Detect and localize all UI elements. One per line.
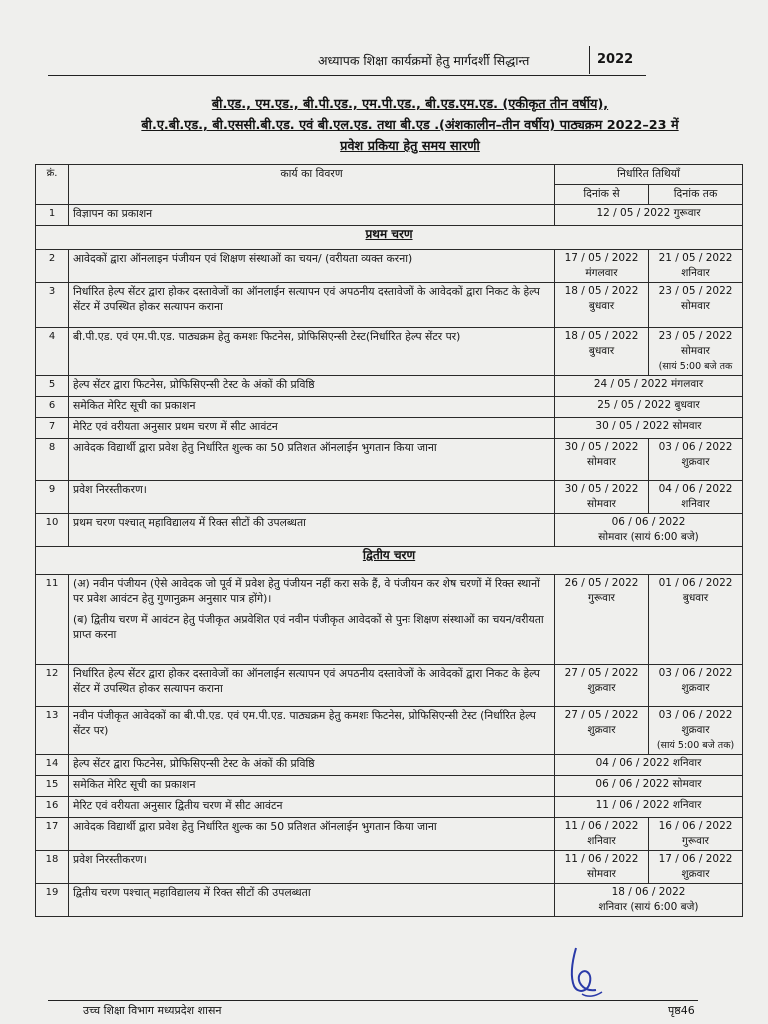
row-to-date: 01 / 06 / 2022 — [658, 577, 733, 589]
row-description-text: मेरिट एवं वरीयता अनुसार द्वितीय चरण में सीट आवंटन — [73, 799, 283, 812]
table-row — [36, 575, 743, 665]
row-date — [555, 397, 743, 418]
row-from-day: गुरूवार — [588, 592, 615, 604]
row-date-value: 30 / 05 / 2022 सोमवार — [595, 420, 702, 432]
phase-2-row — [36, 547, 743, 575]
table-row — [36, 418, 743, 439]
header-title: अध्यापक शिक्षा कार्यक्रमों हेतु मार्गदर्शी सिद्धान्त — [318, 53, 530, 68]
row-to-day: शुक्रवार — [681, 724, 710, 736]
row-description-text: विज्ञापन का प्रकाशन — [73, 207, 153, 220]
row-description — [69, 376, 555, 397]
row-description-text: द्वितीय चरण पश्चात् महाविद्यालय में रिक्त सीटों की उपलब्धता — [73, 886, 311, 899]
schedule-table — [35, 164, 743, 917]
row-from-date: 18 / 05 / 2022 — [564, 285, 639, 297]
row-to-date: 17 / 06 / 2022 — [658, 853, 733, 865]
row-date-from — [555, 707, 649, 755]
header-rule — [48, 75, 646, 76]
row-description — [69, 514, 555, 547]
row-date — [555, 776, 743, 797]
col-header-from: दिनांक से — [555, 185, 649, 205]
row-description — [69, 250, 555, 283]
row-from-date: 26 / 05 / 2022 — [564, 577, 639, 589]
col-header-desc: कार्य का विवरण — [69, 165, 555, 205]
row-description — [69, 575, 555, 665]
row-description — [69, 884, 555, 917]
footer-page-number: पृष्ठ46 — [668, 1004, 695, 1017]
row-from-date: 27 / 05 / 2022 — [564, 667, 639, 679]
row-serial: 13 — [36, 707, 69, 755]
row-from-day: शनिवार — [587, 835, 616, 847]
row-description — [69, 328, 555, 376]
row-serial: 4 — [36, 328, 69, 376]
row-date — [555, 205, 743, 226]
table-row — [36, 481, 743, 514]
row-description-text: बी.पी.एड. एवं एम.पी.एड. पाठ्यक्रम हेतु कमशः फिटनेस, प्रोफिसिएन्सी टेस्ट(निर्धारित हेल्प सेंटर पर) — [73, 330, 461, 343]
row-serial: 17 — [36, 818, 69, 851]
row-date-to — [649, 665, 743, 707]
row-description — [69, 818, 555, 851]
row-from-day: सोमवार — [587, 868, 616, 880]
row-from-date: 11 / 06 / 2022 — [564, 820, 639, 832]
row-date-to — [649, 439, 743, 481]
row-date-from — [555, 439, 649, 481]
row-description — [69, 851, 555, 884]
row-serial: 2 — [36, 250, 69, 283]
row-description-text: नवीन पंजीकृत आवेदकों का बी.पी.एड. एवं एम.पी.एड. पाठ्यक्रम हेतु कमशः फिटनेस, प्रोफिसिएन्सी टेस्ट (निर्धारित हेल्प सेंटर पर) — [73, 709, 536, 737]
row-description-text: हेल्प सेंटर द्वारा फिटनेस, प्रोफिसिएन्सी टेस्ट के अंकों की प्रविष्ठि — [73, 378, 315, 391]
row-date-from — [555, 818, 649, 851]
row-from-date: 17 / 05 / 2022 — [564, 252, 639, 264]
table-row — [36, 328, 743, 376]
row-serial: 16 — [36, 797, 69, 818]
row-to-date: 23 / 05 / 2022 — [658, 285, 733, 297]
row-from-day: बुधवार — [588, 300, 615, 312]
table-row — [36, 818, 743, 851]
row-date-to — [649, 707, 743, 755]
row-to-day: बुधवार — [682, 592, 709, 604]
row-serial: 11 — [36, 575, 69, 665]
table-row — [36, 755, 743, 776]
table-row — [36, 797, 743, 818]
row-date — [555, 376, 743, 397]
table-row — [36, 514, 743, 547]
footer-department: उच्च शिक्षा विभाग मध्यप्रदेश शासन — [83, 1004, 222, 1017]
row-date-value: 25 / 05 / 2022 बुधवार — [597, 399, 700, 411]
row-serial: 19 — [36, 884, 69, 917]
row-to-day: शनिवार — [681, 498, 710, 510]
row-date — [555, 884, 743, 917]
row-from-date: 18 / 05 / 2022 — [564, 330, 639, 342]
row-description-text: आवेदक विद्यार्थी द्वारा प्रवेश हेतु निर्धारित शुल्क का 50 प्रतिशत ऑनलाईन भुगतान किया जाना — [73, 820, 437, 833]
row-to-date: 04 / 06 / 2022 — [658, 483, 733, 495]
row-from-day: सोमवार — [587, 498, 616, 510]
row-description-text: आवेदक विद्यार्थी द्वारा प्रवेश हेतु निर्धारित शुल्क का 50 प्रतिशत ऑनलाईन भुगतान किया जाना — [73, 441, 437, 454]
row-from-date: 27 / 05 / 2022 — [564, 709, 639, 721]
row-serial: 12 — [36, 665, 69, 707]
row-description — [69, 418, 555, 439]
row-from-date: 30 / 05 / 2022 — [564, 483, 639, 495]
table-row — [36, 283, 743, 328]
row-from-day: शुक्रवार — [587, 682, 616, 694]
row-from-day: शुक्रवार — [587, 724, 616, 736]
row-description — [69, 665, 555, 707]
footer-rule — [48, 1000, 698, 1001]
row-serial: 10 — [36, 514, 69, 547]
table-row — [36, 439, 743, 481]
row-to-date: 16 / 06 / 2022 — [658, 820, 733, 832]
title-line-2: बी.ए.बी.एड., बी.एससी.बी.एड. एवं बी.एल.एड. तथा बी.एड .(अंशकालीन–तीन वर्षीय) पाठ्यक्रम 2022–23 में — [141, 118, 679, 133]
row-date-from — [555, 665, 649, 707]
row-description-text: हेल्प सेंटर द्वारा फिटनेस, प्रोफिसिएन्सी टेस्ट के अंकों की प्रविष्ठि — [73, 757, 315, 770]
row-to-day: शुक्रवार — [681, 456, 710, 468]
row-serial: 5 — [36, 376, 69, 397]
row-to-date: 03 / 06 / 2022 — [658, 709, 733, 721]
row-to-day: गुरूवार — [682, 835, 709, 847]
row-date-to — [649, 283, 743, 328]
row-from-date: 11 / 06 / 2022 — [564, 853, 639, 865]
row-serial: 7 — [36, 418, 69, 439]
row-date-from — [555, 575, 649, 665]
row-date-value: 06 / 06 / 2022 — [611, 516, 686, 528]
row-date-value: 18 / 06 / 2022 — [611, 886, 686, 898]
row-description-text: (अ) नवीन पंजीयन (ऐसे आवेदक जो पूर्व में प्रवेश हेतु पंजीयन नहीं करा सके हैं, वे पंजीयन कर शेष चरणों में रिक्त स्थानों पर प्रवेश आवंटन हेतु गुणानुक्रम अनुसार पात्र होंगे)। — [73, 577, 540, 605]
row-serial: 15 — [36, 776, 69, 797]
row-serial: 14 — [36, 755, 69, 776]
row-serial: 18 — [36, 851, 69, 884]
phase-2-heading: द्वितीय चरण — [36, 547, 743, 575]
row-description — [69, 283, 555, 328]
row-serial: 8 — [36, 439, 69, 481]
row-description-text: प्रवेश निरस्तीकरण। — [73, 853, 147, 866]
phase-1-row — [36, 226, 743, 250]
table-row — [36, 707, 743, 755]
phase-1-heading: प्रथम चरण — [36, 226, 743, 250]
row-date-to — [649, 481, 743, 514]
row-date-from — [555, 283, 649, 328]
row-to-day: शनिवार — [681, 267, 710, 279]
row-date-to — [649, 575, 743, 665]
row-to-day: सोमवार — [681, 345, 710, 357]
table-row — [36, 776, 743, 797]
col-header-sn: क्रं. — [36, 165, 69, 205]
row-description-text: प्रवेश निरस्तीकरण। — [73, 483, 147, 496]
row-description-text-b: (ब) द्वितीय चरण में आवंटन हेतु पंजीकृत अप्रवेशित एवं नवीन पंजीकृत आवेदकों से पुनः शिक्षण संस्थाओं का चयन/वरीयता प्राप्त करना — [73, 613, 544, 641]
row-date — [555, 797, 743, 818]
row-to-note: (सायं 5:00 बजे तक) — [656, 740, 735, 751]
row-date — [555, 755, 743, 776]
row-serial: 6 — [36, 397, 69, 418]
row-description — [69, 755, 555, 776]
row-to-date: 03 / 06 / 2022 — [658, 441, 733, 453]
row-description-text: समेकित मेरिट सूची का प्रकाशन — [73, 399, 196, 412]
row-description — [69, 205, 555, 226]
row-date-value: 06 / 06 / 2022 सोमवार — [595, 778, 702, 790]
row-date-to — [649, 818, 743, 851]
row-date-value: 12 / 05 / 2022 गुरूवार — [596, 207, 701, 219]
row-to-date: 23 / 05 / 2022 — [658, 330, 733, 342]
row-description — [69, 397, 555, 418]
row-to-date: 21 / 05 / 2022 — [658, 252, 733, 264]
row-date — [555, 418, 743, 439]
row-description — [69, 439, 555, 481]
row-serial: 3 — [36, 283, 69, 328]
table-row — [36, 665, 743, 707]
row-description-text: निर्धारित हेल्प सेंटर द्वारा होकर दस्तावेजों का ऑनलाईन सत्यापन एवं अपठनीय दस्तावेजों के आवेदकों द्वारा निकट के हेल्प सेंटर में उपस्थित होकर सत्यापन कराना — [73, 285, 540, 313]
row-to-note: (सायं 5:00 बजे तक — [658, 361, 733, 372]
row-date-note: सोमवार (सायं 6:00 बजे) — [598, 531, 699, 543]
col-header-to: दिनांक तक — [649, 185, 743, 205]
row-date — [555, 514, 743, 547]
table-row — [36, 376, 743, 397]
signature-icon — [562, 942, 612, 1000]
col-header-dates: निर्धारित तिथियाँ — [555, 165, 743, 185]
title-line-3: प्रवेश प्रकिया हेतु समय सारणी — [340, 139, 480, 154]
table-row — [36, 250, 743, 283]
header-divider — [589, 46, 590, 74]
header-year: 2022 — [597, 52, 634, 67]
row-from-day: बुधवार — [588, 345, 615, 357]
row-description-text: प्रथम चरण पश्चात् महाविद्यालय में रिक्त सीटों की उपलब्धता — [73, 516, 306, 529]
row-date-note: शनिवार (सायं 6:00 बजे) — [598, 901, 699, 913]
row-date-value: 11 / 06 / 2022 शनिवार — [595, 799, 702, 811]
row-description-text: समेकित मेरिट सूची का प्रकाशन — [73, 778, 196, 791]
row-description — [69, 481, 555, 514]
row-date-value: 24 / 05 / 2022 मंगलवार — [593, 378, 704, 390]
row-date-from — [555, 328, 649, 376]
row-date-from — [555, 250, 649, 283]
row-to-date: 03 / 06 / 2022 — [658, 667, 733, 679]
row-description-text: निर्धारित हेल्प सेंटर द्वारा होकर दस्तावेजों का ऑनलाईन सत्यापन एवं अपठनीय दस्तावेजों के आवेदकों द्वारा निकट के हेल्प सेंटर में उपस्थित होकर सत्यापन कराना — [73, 667, 540, 695]
row-to-day: शुक्रवार — [681, 868, 710, 880]
table-row — [36, 205, 743, 226]
row-description-text: आवेदकों द्वारा ऑनलाइन पंजीयन एवं शिक्षण संस्थाओं का चयन/ (वरीयता व्यक्त करना) — [73, 252, 413, 265]
row-date-from — [555, 851, 649, 884]
table-row — [36, 851, 743, 884]
row-date-to — [649, 250, 743, 283]
row-serial: 9 — [36, 481, 69, 514]
row-from-day: मंगलवार — [585, 267, 618, 279]
table-row — [36, 884, 743, 917]
row-description — [69, 776, 555, 797]
row-date-from — [555, 481, 649, 514]
table-row — [36, 397, 743, 418]
row-serial: 1 — [36, 205, 69, 226]
title-line-1: बी.एड., एम.एड., बी.पी.एड., एम.पी.एड., बी.एड.एम.एड. (एकीकृत तीन वर्षीय), — [211, 97, 609, 112]
row-description — [69, 707, 555, 755]
row-date-to — [649, 328, 743, 376]
row-description — [69, 797, 555, 818]
row-from-date: 30 / 05 / 2022 — [564, 441, 639, 453]
row-to-day: शुक्रवार — [681, 682, 710, 694]
row-date-value: 04 / 06 / 2022 शनिवार — [595, 757, 702, 769]
row-description-text: मेरिट एवं वरीयता अनुसार प्रथम चरण में सीट आवंटन — [73, 420, 278, 433]
row-to-day: सोमवार — [681, 300, 710, 312]
row-from-day: सोमवार — [587, 456, 616, 468]
row-date-to — [649, 851, 743, 884]
